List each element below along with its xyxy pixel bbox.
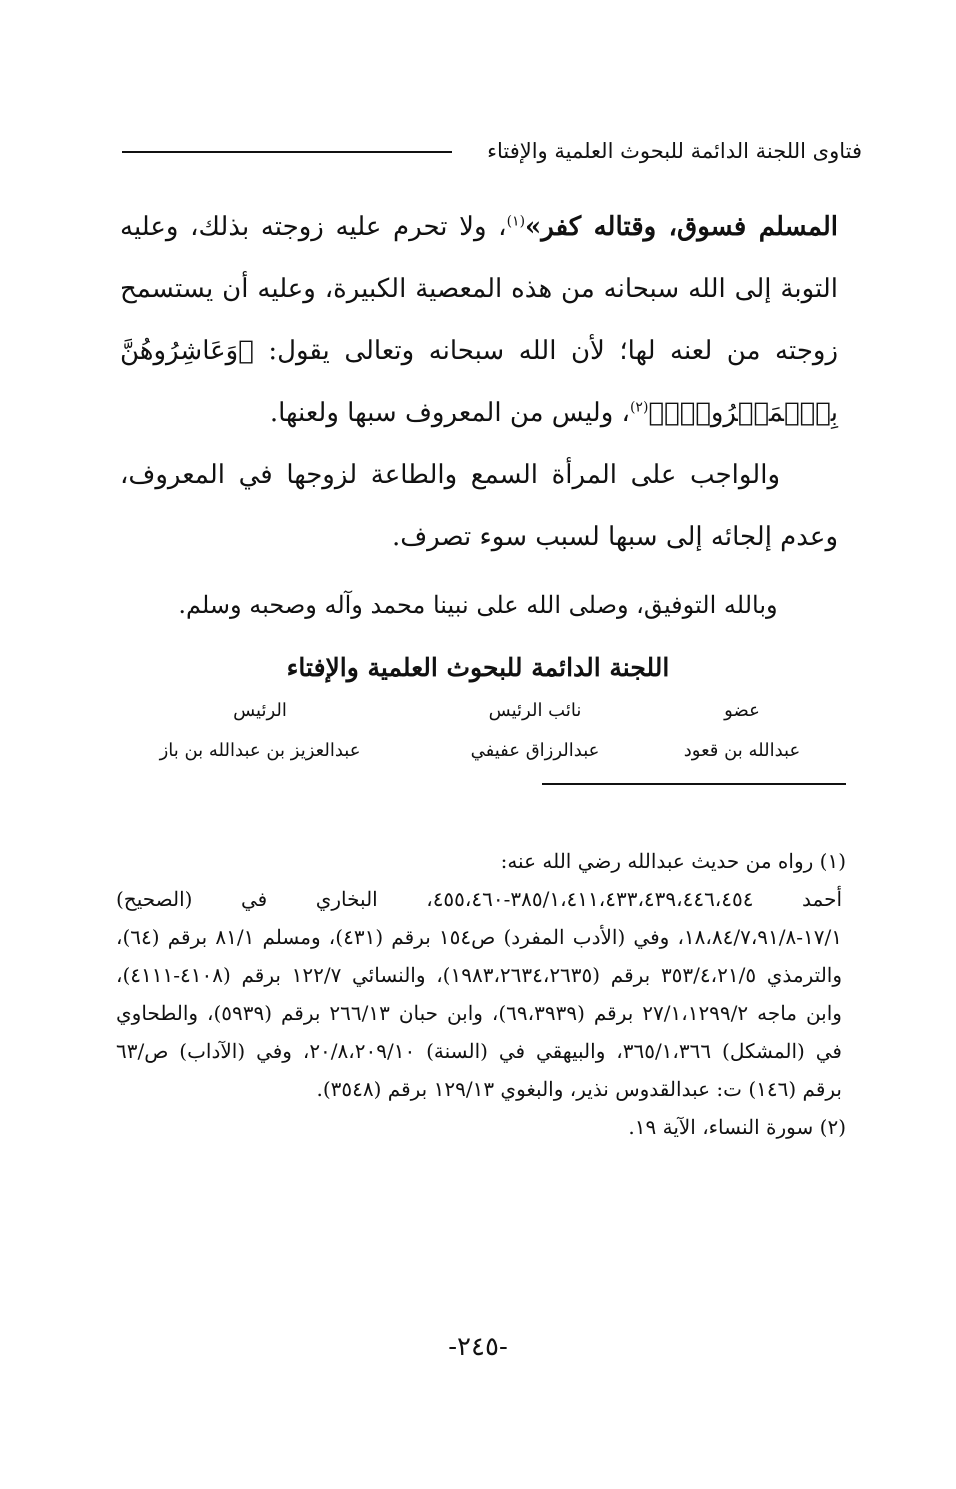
member-name-2: عبدالرزاق عفيفي: [470, 740, 600, 761]
closing-line: وبالله التوفيق، وصلى الله على نبينا محمد وآله وصحبه وسلم.: [178, 591, 778, 619]
footnote-2: (٢) سورة النساء، الآية ١٩.: [628, 1115, 846, 1139]
footnote-ref-2[interactable]: (٢): [629, 399, 649, 416]
paragraph-text: ، ولا تحرم عليه زوجته بذلك، وعليه التوبة إلى الله سبحانه من هذه المعصية الكبيرة، وعليه أن يستسمح زوجته من لعنه لها؛ لأن الله سبحانه وتعالى يقول:: [120, 212, 838, 366]
header-rule: [122, 151, 452, 153]
body-paragraph-1: [120, 196, 838, 444]
committee-title: اللجنة الدائمة للبحوث العلمية والإفتاء: [286, 653, 670, 682]
running-header-title: فتاوى اللجنة الدائمة للبحوث العلمية والإفتاء: [487, 139, 862, 163]
quran-verse: ﴿وَعَاشِرُوهُنَّ بِٱلۡمَعۡرُوفِۚ﴾: [120, 336, 838, 428]
page-number: -٢٤٥-: [448, 1332, 508, 1362]
member-role-member: عضو: [724, 700, 760, 721]
member-role-vice-president: نائب الرئيس: [488, 700, 582, 721]
footnote-1-body: أحمد ٣٨٥/١،٤١١،٤٣٣،٤٣٩،٤٤٦،٤٥٤-٤٥٥،٤٦٠، البخاري في (الصحيح) ١٧/١-١٨،٨٤/٧،٩١/٨، وفي (الأدب المفرد) ص١٥٤ برقم (٤٣١)، ومسلم ٨١/١ برقم (٦٤)، والترمذي ٣٥٣/٤،٢١/٥ برقم (١٩٨٣،٢٦٣٤،٢٦٣٥)، والنسائي ١٢٢/٧ برقم (٤١٠٨-٤١١١)، وابن ماجه ٢٧/١،١٢٩٩/٢ برقم (٦٩،٣٩٣٩)، وابن حبان ٢٦٦/١٣ برقم (٥٩٣٩)، والطحاوي في (المشكل) ٣٦٥/١،٣٦٦، والبيهقي في (السنة) ٢٠/٨،٢٠٩/١٠، وفي (الآداب) ص/٦٣ برقم (١٤٦) ت: عبدالقدوس نذير، والبغوي ١٢٩/١٣ برقم (٣٥٤٨).: [116, 887, 842, 1101]
member-role-president: الرئيس: [233, 700, 287, 721]
hadith-quote: المسلم فسوق، وقتاله كفر»: [525, 212, 838, 242]
body-paragraph-2: والواجب على المرأة السمع والطاعة لزوجها في المعروف، وعدم إلجائه إلى سبها لسبب سوء تصرف.: [120, 460, 838, 552]
member-name-3: عبدالعزيز بن عبدالله بن باز: [159, 740, 361, 761]
footnote-1-intro: (١) رواه من حديث عبدالله رضي الله عنه:: [500, 849, 846, 873]
footnote-separator: [542, 783, 846, 785]
footnote-ref-1[interactable]: (١): [506, 213, 526, 230]
member-name-1: عبدالله بن قعود: [683, 740, 801, 761]
body-text: [120, 196, 838, 568]
footnotes: [116, 842, 846, 1146]
paragraph-text-end: ، وليس من المعروف سبها ولعنها.: [269, 398, 630, 428]
